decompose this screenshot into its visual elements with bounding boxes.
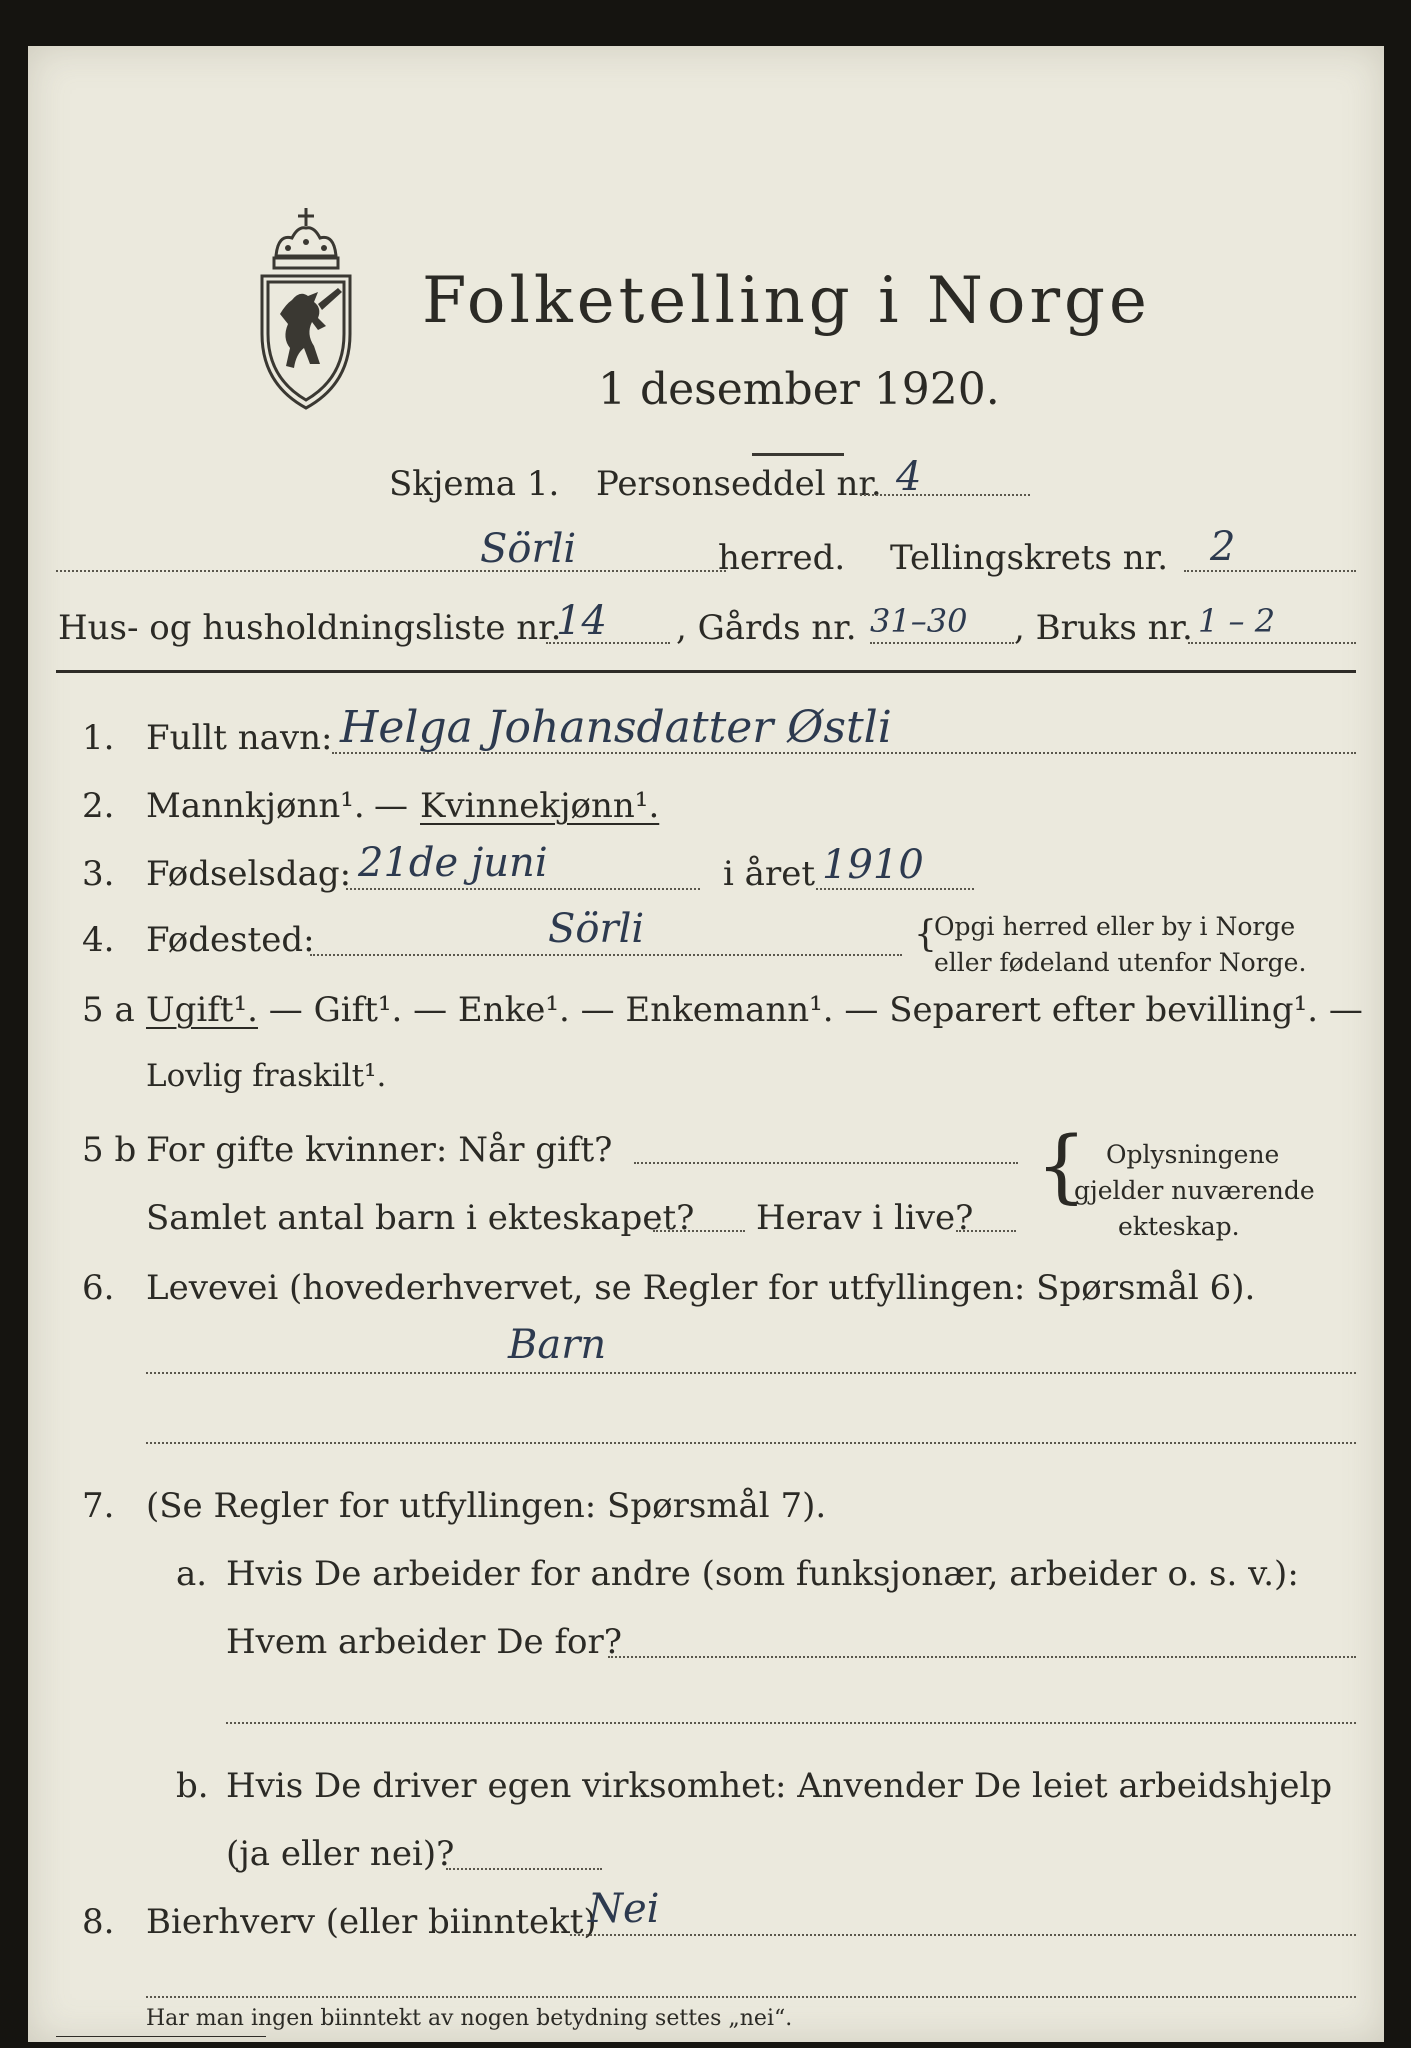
q5b-label-alive: Herav i live? (756, 1198, 974, 1238)
q7b-letter: b. (176, 1766, 209, 1806)
q5b-note-line1: Oplysningene (1106, 1140, 1280, 1169)
q8-side-income-value[interactable]: Nei (588, 1886, 660, 1932)
q3-number: 3. (82, 854, 115, 894)
q5b-label-children: Samlet antal barn i ekteskapet? (146, 1198, 695, 1238)
q7a-line1: Hvis De arbeider for andre (som funksjonær, arbeider o. s. v.): (226, 1554, 1299, 1594)
q5b-number: 5 b (82, 1130, 137, 1170)
tellingskrets-field-line (1184, 570, 1356, 572)
bruks-value[interactable]: 1 – 2 (1198, 602, 1276, 640)
q1-number: 1. (82, 718, 115, 758)
q5b-note-brace: { (1036, 1119, 1087, 1212)
tellingskrets-value[interactable]: 2 (1210, 524, 1236, 570)
q2-mannkjonn: Mannkjønn¹. (146, 786, 365, 826)
q7a-field-line-1 (608, 1656, 1356, 1658)
q8-field-line-1 (570, 1934, 1356, 1936)
q8-label: Bierhverv (eller biinntekt) (146, 1902, 597, 1942)
gards-label: , Gårds nr. (676, 608, 857, 648)
q3-year-field-line (816, 888, 974, 890)
q7-label: (Se Regler for utfyllingen: Spørsmål 7). (146, 1486, 827, 1526)
q4-birthplace-value[interactable]: Sörli (548, 906, 645, 952)
q1-full-name-value[interactable]: Helga Johansdatter Østli (340, 702, 892, 753)
q5b-when-field-line (634, 1162, 1018, 1164)
q4-note-line2: eller fødeland utenfor Norge. (934, 948, 1307, 977)
q4-number: 4. (82, 920, 115, 960)
q5b-alive-field-line (956, 1230, 1016, 1232)
gards-value[interactable]: 31–30 (870, 602, 968, 640)
census-form-page (28, 46, 1384, 2042)
form-date: 1 desember 1920. (598, 364, 1000, 415)
header-separator (56, 670, 1356, 673)
personseddel-field-line (860, 494, 1030, 496)
q6-label: Levevei (hovederhvervet, se Regler for utfyllingen: Spørsmål 6). (146, 1268, 1256, 1308)
skjema-label: Skjema 1. (389, 464, 560, 504)
q7b-field-line (446, 1868, 602, 1870)
q5a-ugift-underlined[interactable]: Ugift¹. (146, 990, 258, 1030)
q5b-note-line2: gjelder nuværende (1074, 1176, 1315, 1205)
hus-label: Hus- og husholdningsliste nr. (58, 608, 562, 648)
q1-label: Fullt navn: (146, 718, 333, 758)
q4-note-brace: { (914, 914, 937, 955)
q6-occupation-value[interactable]: Barn (508, 1322, 607, 1368)
q6-field-line-2 (146, 1442, 1356, 1444)
q2-dash: — (374, 786, 408, 826)
q8-number: 8. (82, 1902, 115, 1942)
q2-kvinnekjonn-underlined[interactable]: Kvinnekjønn¹. (420, 786, 660, 826)
gards-field-line (870, 642, 1014, 644)
q5a-other-options: — Gift¹. — Enke¹. — Enkemann¹. — Separert efter bevilling¹. — (257, 990, 1363, 1030)
q4-label: Fødested: (146, 920, 315, 960)
tellingskrets-label: Tellingskrets nr. (890, 538, 1169, 578)
herred-field-line (56, 570, 726, 572)
q7b-line1: Hvis De driver egen virksomhet: Anvender De leiet arbeidshjelp (226, 1766, 1333, 1806)
q6-number: 6. (82, 1268, 115, 1308)
footer-note: Har man ingen biinntekt av nogen betydning settes „nei“. (146, 2006, 793, 2031)
q3-date-field-line (346, 888, 700, 890)
q3-year-label: i året (723, 854, 815, 894)
hus-value[interactable]: 14 (556, 598, 607, 644)
q7a-line2: Hvem arbeider De for? (226, 1622, 622, 1662)
q7a-letter: a. (176, 1554, 208, 1594)
q5a-number: 5 a (82, 990, 135, 1030)
q5b-label-when-married: For gifte kvinner: Når gift? (146, 1130, 613, 1170)
q5b-children-field-line (653, 1230, 745, 1232)
footnote-rule (56, 2036, 266, 2037)
bruks-label: , Bruks nr. (1014, 608, 1193, 648)
form-title: Folketelling i Norge (422, 264, 1151, 338)
norway-coat-of-arms-icon (248, 204, 364, 412)
personseddel-label: Personseddel nr. (596, 464, 882, 504)
q5a-options (146, 990, 1363, 1030)
personseddel-value[interactable]: 4 (896, 454, 922, 500)
q3-birthday-value[interactable]: 21de juni (358, 840, 548, 886)
q7-number: 7. (82, 1486, 115, 1526)
q5b-note-line3: ekteskap. (1118, 1212, 1240, 1241)
q4-note-line1: Opgi herred eller by i Norge (934, 912, 1296, 941)
q7a-field-line-2 (226, 1722, 1356, 1724)
title-divider (752, 453, 844, 456)
herred-value[interactable]: Sörli (480, 526, 577, 572)
q3-label: Fødselsdag: (146, 854, 352, 894)
q7b-line2: (ja eller nei)? (226, 1834, 455, 1874)
herred-label: herred. (718, 538, 846, 578)
q2-number: 2. (82, 786, 115, 826)
bruks-field-line (1188, 642, 1356, 644)
q8-field-line-2 (146, 1996, 1356, 1998)
q4-field-line (310, 954, 902, 956)
q6-field-line-1 (146, 1372, 1356, 1374)
q3-year-value[interactable]: 1910 (822, 842, 924, 888)
q5a-lovlig-fraskilt: Lovlig fraskilt¹. (146, 1058, 387, 1094)
